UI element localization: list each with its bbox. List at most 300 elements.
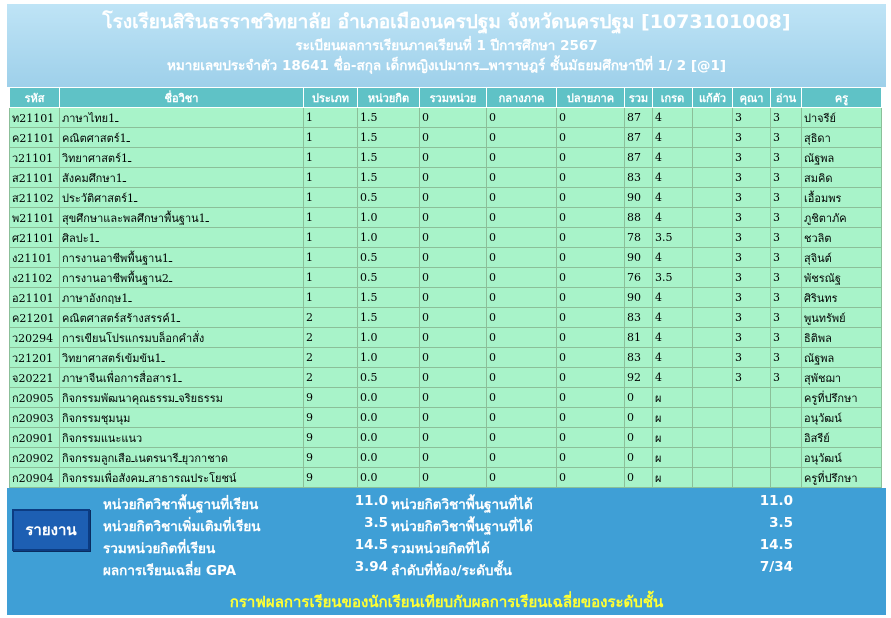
cell-code: ค21201 — [10, 308, 60, 328]
cell-credit: 1.5 — [358, 308, 420, 328]
cell-fix — [693, 168, 733, 188]
cell-grade: ผ — [653, 388, 693, 408]
student-info: หมายเลขประจำตัว 18641 ชื่อ-สกุล เด็กหญิงเปมากรــพาราษฎร์ ชั้นมัธยมศึกษาปีที่ 1/ 2 [@1] — [166, 58, 727, 74]
cell-code: ก20904 — [10, 468, 60, 488]
cell-unit: 0 — [420, 148, 487, 168]
cell-credit: 0.0 — [358, 408, 420, 428]
grades-table — [9, 87, 882, 488]
cell-type: 2 — [304, 348, 358, 368]
cell-read — [771, 388, 802, 408]
cell-name: ภาษาอังกฤษـ1 — [60, 288, 304, 308]
cell-type: 1 — [304, 248, 358, 268]
cell-total: 0 — [625, 448, 653, 468]
cell-final: 0 — [557, 108, 625, 128]
col-header-subject: ชื่อวิชา — [60, 88, 304, 108]
report-card — [7, 4, 886, 614]
cell-name: สุขศึกษาและพลศึกษาพื้นฐานـ1 — [60, 208, 304, 228]
cell-quality: 3 — [733, 328, 771, 348]
cell-unit: 0 — [420, 348, 487, 368]
cell-code: ส21102 — [10, 188, 60, 208]
cell-credit: 0.5 — [358, 248, 420, 268]
total-earned-value: 14.5 — [759, 537, 793, 553]
cell-name: กิจกรรมชุมนุม — [60, 408, 304, 428]
cell-unit: 0 — [420, 268, 487, 288]
semester-subtitle: ระเบียนผลการเรียนภาคเรียนที่ 1 ปีการศึกษา 2567 — [295, 38, 598, 54]
cell-teacher: อนุวัฒน์ — [802, 448, 882, 468]
cell-credit: 1.5 — [358, 168, 420, 188]
table-row — [10, 128, 882, 148]
cell-total: 90 — [625, 288, 653, 308]
cell-mid: 0 — [487, 108, 557, 128]
cell-total: 90 — [625, 248, 653, 268]
cell-credit: 0.5 — [358, 268, 420, 288]
cell-credit: 1.0 — [358, 208, 420, 228]
cell-quality: 3 — [733, 108, 771, 128]
rank-label: ลำดับที่ห้อง/ระดับชั้น — [391, 563, 512, 579]
report-button[interactable]: รายงาน — [12, 509, 90, 551]
cell-read: 3 — [771, 288, 802, 308]
cell-total: 0 — [625, 408, 653, 428]
cell-fix — [693, 308, 733, 328]
cell-name: ภาษาจีนเพื่อการสื่อสารـ1 — [60, 368, 304, 388]
cell-name: ประวัติศาสตร์ـ1 — [60, 188, 304, 208]
cell-credit: 1.5 — [358, 288, 420, 308]
cell-total: 81 — [625, 328, 653, 348]
cell-read: 3 — [771, 328, 802, 348]
cell-code: ว20294 — [10, 328, 60, 348]
grades-body — [10, 108, 882, 488]
cell-grade: 4 — [653, 168, 693, 188]
cell-teacher: ณัฐพล — [802, 348, 882, 368]
cell-total: 92 — [625, 368, 653, 388]
cell-type: 2 — [304, 328, 358, 348]
cell-final: 0 — [557, 468, 625, 488]
cell-final: 0 — [557, 228, 625, 248]
col-header-reading: อ่าน — [771, 88, 802, 108]
cell-read — [771, 468, 802, 488]
cell-name: กิจกรรมลูกเสือـเนตรนารีـยุวกาชาด — [60, 448, 304, 468]
cell-unit: 0 — [420, 208, 487, 228]
table-row — [10, 328, 882, 348]
cell-read: 3 — [771, 268, 802, 288]
table-row — [10, 208, 882, 228]
cell-mid: 0 — [487, 328, 557, 348]
rank-value: 7/34 — [759, 559, 793, 575]
cell-mid: 0 — [487, 468, 557, 488]
cell-total: 90 — [625, 188, 653, 208]
cell-grade: 3.5 — [653, 268, 693, 288]
cell-mid: 0 — [487, 388, 557, 408]
table-row — [10, 288, 882, 308]
cell-teacher: พูนทรัพย์ — [802, 308, 882, 328]
cell-final: 0 — [557, 288, 625, 308]
cell-quality: 3 — [733, 148, 771, 168]
cell-final: 0 — [557, 428, 625, 448]
cell-quality — [733, 448, 771, 468]
cell-final: 0 — [557, 448, 625, 468]
cell-fix — [693, 448, 733, 468]
cell-read: 3 — [771, 248, 802, 268]
cell-total: 83 — [625, 348, 653, 368]
cell-credit: 0.5 — [358, 188, 420, 208]
cell-teacher: ปาจรีย์ — [802, 108, 882, 128]
cell-mid: 0 — [487, 148, 557, 168]
total-credits-value: 14.5 — [354, 537, 388, 553]
cell-type: 1 — [304, 268, 358, 288]
summary-row-basic — [103, 493, 793, 515]
table-row — [10, 388, 882, 408]
cell-credit: 1.0 — [358, 328, 420, 348]
cell-read: 3 — [771, 228, 802, 248]
cell-unit: 0 — [420, 128, 487, 148]
cell-teacher: พัชรณัฐ — [802, 268, 882, 288]
cell-read: 3 — [771, 308, 802, 328]
col-header-grade: เกรด — [653, 88, 693, 108]
cell-unit: 0 — [420, 288, 487, 308]
cell-name: การเขียนโปรแกรมบล็อกคำสั่ง — [60, 328, 304, 348]
cell-read: 3 — [771, 168, 802, 188]
extra-credits-label: หน่วยกิตวิชาเพิ่มเติมที่เรียน — [103, 519, 261, 535]
table-row — [10, 228, 882, 248]
table-header-row — [10, 88, 882, 108]
cell-final: 0 — [557, 348, 625, 368]
cell-total: 88 — [625, 208, 653, 228]
cell-teacher: ครูที่ปรึกษา — [802, 468, 882, 488]
table-row — [10, 308, 882, 328]
cell-mid: 0 — [487, 228, 557, 248]
cell-teacher: อนุวัฒน์ — [802, 408, 882, 428]
cell-mid: 0 — [487, 428, 557, 448]
cell-final: 0 — [557, 328, 625, 348]
cell-quality: 3 — [733, 228, 771, 248]
cell-name: กิจกรรมแนะแนว — [60, 428, 304, 448]
col-header-midterm: กลางภาค — [487, 88, 557, 108]
cell-total: 83 — [625, 308, 653, 328]
cell-grade: 4 — [653, 208, 693, 228]
basic-earned-label: หน่วยกิตวิชาพื้นฐานที่ได้ — [391, 497, 533, 513]
graph-link[interactable]: กราฟผลการเรียนของนักเรียนเทียบกับผลการเรียนเฉลี่ยของระดับชั้น — [229, 593, 664, 611]
cell-unit: 0 — [420, 328, 487, 348]
cell-name: การงานอาชีพพื้นฐานـ2 — [60, 268, 304, 288]
cell-grade: 4 — [653, 188, 693, 208]
cell-code: ก20902 — [10, 448, 60, 468]
cell-grade: 4 — [653, 108, 693, 128]
cell-fix — [693, 468, 733, 488]
total-earned-label: รวมหน่วยกิตที่ได้ — [391, 541, 490, 557]
summary-row-total — [103, 537, 793, 559]
cell-mid: 0 — [487, 188, 557, 208]
cell-teacher: เอื้อมพร — [802, 188, 882, 208]
cell-unit: 0 — [420, 188, 487, 208]
cell-credit: 0.0 — [358, 428, 420, 448]
cell-final: 0 — [557, 148, 625, 168]
cell-teacher: ครูที่ปรึกษา — [802, 388, 882, 408]
col-header-unit: รวมหน่วย — [420, 88, 487, 108]
cell-type: 1 — [304, 148, 358, 168]
col-header-type: ประเภท — [304, 88, 358, 108]
extra-earned-value: 3.5 — [769, 515, 793, 531]
cell-code: ศ21101 — [10, 228, 60, 248]
cell-code: ก20901 — [10, 428, 60, 448]
cell-total: 87 — [625, 148, 653, 168]
cell-teacher: ศิรินทร — [802, 288, 882, 308]
cell-read: 3 — [771, 368, 802, 388]
cell-quality: 3 — [733, 248, 771, 268]
school-title: โรงเรียนสิรินธรราชวิทยาลัย อำเภอเมืองนครปฐม จังหวัดนครปฐม [1073101008] — [102, 11, 791, 33]
cell-unit: 0 — [420, 448, 487, 468]
table-row — [10, 348, 882, 368]
cell-type: 1 — [304, 128, 358, 148]
cell-code: ก20903 — [10, 408, 60, 428]
cell-unit: 0 — [420, 408, 487, 428]
cell-teacher: อิสรีย์ — [802, 428, 882, 448]
cell-fix — [693, 248, 733, 268]
cell-read — [771, 428, 802, 448]
cell-mid: 0 — [487, 128, 557, 148]
cell-total: 0 — [625, 468, 653, 488]
cell-mid: 0 — [487, 208, 557, 228]
cell-total: 78 — [625, 228, 653, 248]
cell-credit: 1.5 — [358, 108, 420, 128]
cell-name: ภาษาไทยـ1 — [60, 108, 304, 128]
col-header-teacher: ครู — [802, 88, 882, 108]
cell-type: 9 — [304, 448, 358, 468]
cell-fix — [693, 228, 733, 248]
col-header-total: รวม — [625, 88, 653, 108]
basic-credits-value: 11.0 — [354, 493, 388, 509]
cell-quality: 3 — [733, 188, 771, 208]
cell-type: 1 — [304, 188, 358, 208]
cell-unit: 0 — [420, 428, 487, 448]
cell-read — [771, 448, 802, 468]
extra-credits-value: 3.5 — [364, 515, 388, 531]
cell-credit: 0.0 — [358, 388, 420, 408]
cell-quality: 3 — [733, 128, 771, 148]
cell-read: 3 — [771, 188, 802, 208]
cell-read — [771, 408, 802, 428]
cell-type: 9 — [304, 408, 358, 428]
cell-final: 0 — [557, 368, 625, 388]
cell-total: 87 — [625, 108, 653, 128]
cell-fix — [693, 428, 733, 448]
cell-fix — [693, 368, 733, 388]
cell-unit: 0 — [420, 368, 487, 388]
cell-quality — [733, 408, 771, 428]
cell-unit: 0 — [420, 228, 487, 248]
cell-type: 2 — [304, 308, 358, 328]
gpa-value: 3.94 — [354, 559, 388, 575]
cell-type: 9 — [304, 388, 358, 408]
cell-quality: 3 — [733, 208, 771, 228]
basic-credits-label: หน่วยกิตวิชาพื้นฐานที่เรียน — [103, 497, 259, 513]
cell-fix — [693, 108, 733, 128]
cell-grade: ผ — [653, 468, 693, 488]
cell-teacher: สมคิด — [802, 168, 882, 188]
cell-credit: 0.0 — [358, 468, 420, 488]
cell-grade: 4 — [653, 368, 693, 388]
table-row — [10, 408, 882, 428]
table-row — [10, 268, 882, 288]
cell-credit: 0.5 — [358, 368, 420, 388]
cell-final: 0 — [557, 168, 625, 188]
cell-mid: 0 — [487, 268, 557, 288]
table-row — [10, 188, 882, 208]
cell-name: คณิตศาสตร์สร้างสรรค์ـ1 — [60, 308, 304, 328]
cell-grade: 4 — [653, 128, 693, 148]
cell-code: ก20905 — [10, 388, 60, 408]
cell-final: 0 — [557, 128, 625, 148]
cell-total: 0 — [625, 388, 653, 408]
cell-grade: ผ — [653, 448, 693, 468]
cell-grade: 4 — [653, 308, 693, 328]
cell-teacher: ธิติพล — [802, 328, 882, 348]
total-credits-label: รวมหน่วยกิตที่เรียน — [103, 541, 216, 557]
cell-fix — [693, 268, 733, 288]
cell-code: ท21101 — [10, 108, 60, 128]
cell-mid: 0 — [487, 308, 557, 328]
gpa-label: ผลการเรียนเฉลี่ย GPA — [103, 563, 237, 579]
col-header-code: รหัส — [10, 88, 60, 108]
cell-final: 0 — [557, 208, 625, 228]
cell-unit: 0 — [420, 248, 487, 268]
cell-grade: ผ — [653, 408, 693, 428]
cell-fix — [693, 128, 733, 148]
cell-code: ค21101 — [10, 128, 60, 148]
cell-code: ว21201 — [10, 348, 60, 368]
cell-grade: 4 — [653, 248, 693, 268]
cell-credit: 1.0 — [358, 228, 420, 248]
cell-type: 9 — [304, 468, 358, 488]
cell-quality: 3 — [733, 348, 771, 368]
table-row — [10, 368, 882, 388]
cell-unit: 0 — [420, 168, 487, 188]
cell-quality — [733, 468, 771, 488]
cell-final: 0 — [557, 248, 625, 268]
cell-mid: 0 — [487, 288, 557, 308]
cell-quality: 3 — [733, 268, 771, 288]
cell-total: 83 — [625, 168, 653, 188]
cell-mid: 0 — [487, 448, 557, 468]
cell-teacher: ชวลิต — [802, 228, 882, 248]
cell-teacher: สุพัชฌา — [802, 368, 882, 388]
summary-row-extra — [103, 515, 793, 537]
col-header-retake: แก้ตัว — [693, 88, 733, 108]
cell-mid: 0 — [487, 368, 557, 388]
cell-unit: 0 — [420, 468, 487, 488]
cell-final: 0 — [557, 308, 625, 328]
cell-grade: 4 — [653, 328, 693, 348]
cell-grade: ผ — [653, 428, 693, 448]
cell-total: 76 — [625, 268, 653, 288]
cell-name: คณิตศาสตร์ـ1 — [60, 128, 304, 148]
cell-mid: 0 — [487, 168, 557, 188]
cell-grade: 4 — [653, 348, 693, 368]
cell-fix — [693, 348, 733, 368]
cell-total: 0 — [625, 428, 653, 448]
cell-teacher: ณัฐพล — [802, 148, 882, 168]
table-row — [10, 248, 882, 268]
cell-fix — [693, 328, 733, 348]
cell-type: 1 — [304, 108, 358, 128]
cell-fix — [693, 188, 733, 208]
cell-mid: 0 — [487, 348, 557, 368]
cell-grade: 4 — [653, 288, 693, 308]
cell-code: พ21101 — [10, 208, 60, 228]
cell-read: 3 — [771, 208, 802, 228]
cell-name: ศิลปะـ1 — [60, 228, 304, 248]
cell-code: อ21101 — [10, 288, 60, 308]
cell-fix — [693, 408, 733, 428]
cell-grade: 3.5 — [653, 228, 693, 248]
cell-read: 3 — [771, 148, 802, 168]
cell-quality — [733, 428, 771, 448]
table-row — [10, 108, 882, 128]
table-row — [10, 468, 882, 488]
cell-teacher: สุธิดา — [802, 128, 882, 148]
cell-name: กิจกรรมพัฒนาคุณธรรมـจริยธรรม — [60, 388, 304, 408]
cell-mid: 0 — [487, 408, 557, 428]
cell-code: จ20221 — [10, 368, 60, 388]
cell-final: 0 — [557, 268, 625, 288]
table-row — [10, 148, 882, 168]
cell-type: 1 — [304, 168, 358, 188]
summary-row-gpa — [103, 559, 793, 581]
col-header-credit: หน่วยกิต — [358, 88, 420, 108]
cell-type: 1 — [304, 228, 358, 248]
col-header-final: ปลายภาค — [557, 88, 625, 108]
cell-credit: 1.5 — [358, 128, 420, 148]
cell-type: 2 — [304, 368, 358, 388]
cell-fix — [693, 288, 733, 308]
cell-type: 1 — [304, 208, 358, 228]
cell-grade: 4 — [653, 148, 693, 168]
cell-read: 3 — [771, 108, 802, 128]
page-header — [7, 4, 886, 87]
cell-teacher: สุจินต์ — [802, 248, 882, 268]
summary-panel — [7, 488, 886, 615]
cell-unit: 0 — [420, 308, 487, 328]
cell-credit: 1.0 — [358, 348, 420, 368]
cell-name: กิจกรรมเพื่อสังคมـสาธารณประโยชน์ — [60, 468, 304, 488]
cell-credit: 0.0 — [358, 448, 420, 468]
cell-quality: 3 — [733, 168, 771, 188]
cell-unit: 0 — [420, 108, 487, 128]
basic-earned-value: 11.0 — [759, 493, 793, 509]
cell-type: 1 — [304, 288, 358, 308]
cell-credit: 1.5 — [358, 148, 420, 168]
cell-name: สังคมศึกษาـ1 — [60, 168, 304, 188]
cell-fix — [693, 388, 733, 408]
cell-unit: 0 — [420, 388, 487, 408]
cell-read: 3 — [771, 128, 802, 148]
table-row — [10, 448, 882, 468]
cell-fix — [693, 148, 733, 168]
cell-teacher: ภูชิตาภัค — [802, 208, 882, 228]
cell-quality: 3 — [733, 288, 771, 308]
table-row — [10, 428, 882, 448]
cell-code: ส21101 — [10, 168, 60, 188]
cell-type: 9 — [304, 428, 358, 448]
cell-read: 3 — [771, 348, 802, 368]
cell-name: วิทยาศาสตร์เข้มข้นـ1 — [60, 348, 304, 368]
table-row — [10, 168, 882, 188]
cell-total: 87 — [625, 128, 653, 148]
cell-quality — [733, 388, 771, 408]
col-header-quality: คุณา — [733, 88, 771, 108]
cell-quality: 3 — [733, 368, 771, 388]
cell-quality: 3 — [733, 308, 771, 328]
cell-fix — [693, 208, 733, 228]
